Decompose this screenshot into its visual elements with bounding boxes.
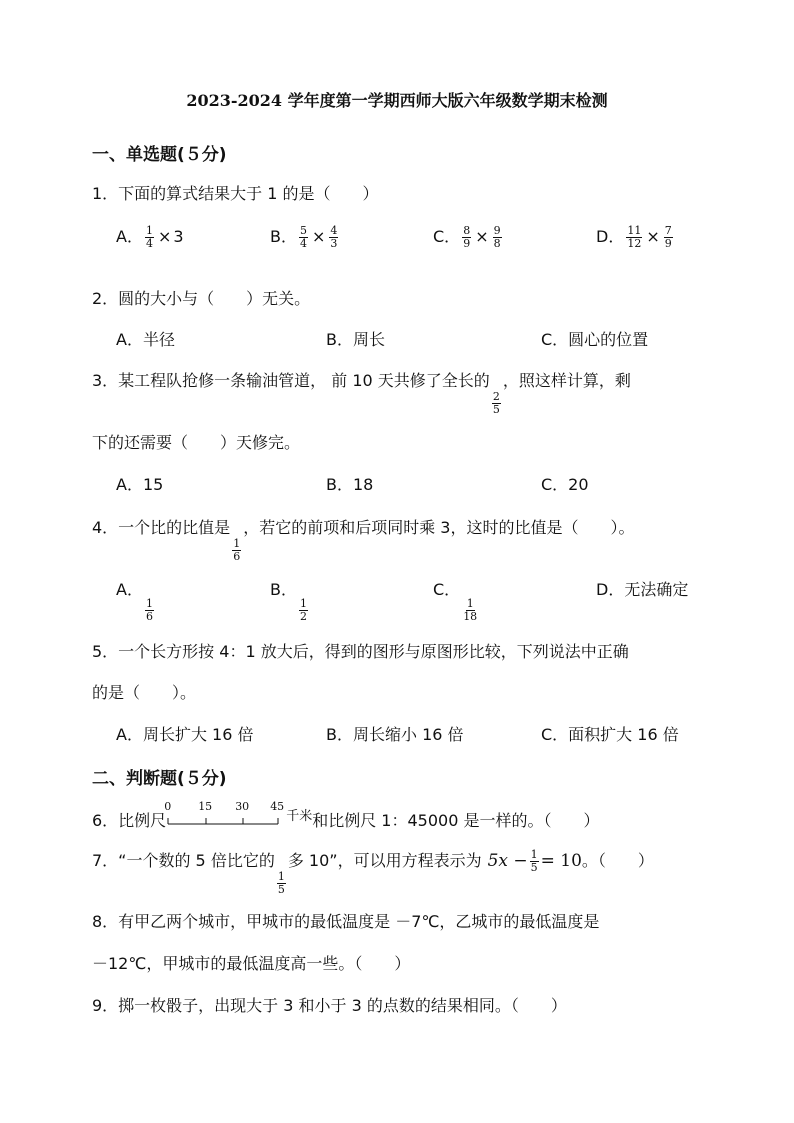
question-8-text: 8．有甲乙两个城市，甲城市的最低温度是 －7℃，乙城市的最低温度是 — [92, 912, 600, 931]
equation-left: 5x − — [487, 851, 528, 871]
times-sign: × — [311, 227, 326, 246]
option-label: A． — [116, 580, 143, 599]
equation-right: = 10 — [540, 851, 582, 871]
option-label: C． — [433, 580, 461, 599]
times-sign: × — [475, 227, 489, 246]
question-4-option-d[interactable]: D．无法确定 — [596, 580, 689, 599]
question-4-text-part: 4．一个比的比值是 — [92, 518, 231, 537]
fraction: $\frac{1}{5}$ — [530, 847, 538, 874]
fraction: $\frac{1}{6}$ — [145, 597, 153, 624]
section-heading-single-choice: 一、单选题(５分) — [92, 145, 227, 165]
question-1-option-b[interactable] — [270, 224, 340, 250]
fraction: $\frac{1}{18}$ — [463, 597, 478, 624]
section-heading-true-false: 二、判断题(５分) — [92, 769, 227, 789]
question-3-text-line2: 下的还需要（ ）天修完。 — [92, 433, 301, 452]
question-4-text-part: ，若它的前项和后项同时乘 3，这时的比值是（ ）。 — [243, 518, 635, 537]
question-6-text — [92, 800, 600, 831]
question-6-text-part: 和比例尺 1：45000 是一样的。（ ） — [312, 811, 600, 830]
operand: 3 — [173, 227, 184, 246]
question-4-option-a[interactable] — [116, 577, 156, 623]
question-7-text-part: 7．“一个数的 5 倍比它的 — [92, 851, 275, 870]
question-2-text: 2．圆的大小与（ ）无关。 — [92, 289, 311, 308]
fraction: $\frac{4}{3}$ — [330, 223, 338, 250]
question-7-text — [92, 848, 654, 896]
scale-unit: 千米 — [286, 809, 313, 824]
question-4-option-b[interactable] — [270, 577, 310, 623]
scale-bar-graphic — [166, 808, 282, 830]
scale-bar — [164, 800, 285, 828]
question-5-option-a[interactable]: A．周长扩大 16 倍 — [116, 725, 254, 744]
option-label: B． — [270, 227, 297, 246]
fraction: $\frac{1}{2}$ — [299, 597, 307, 624]
times-sign: × — [157, 227, 172, 246]
question-9-text: 9．掷一枚骰子，出现大于 3 和小于 3 的点数的结果相同。（ ） — [92, 996, 567, 1015]
fraction: $\frac{8}{9}$ — [463, 223, 471, 250]
question-6-text-part: 6．比例尺 — [92, 811, 167, 830]
scale-tick-label: 15 — [198, 800, 213, 813]
question-3-text-part: 3．某工程队抢修一条输油管道， 前 10 天共修了全长的 — [92, 371, 490, 390]
scale-tick-label: 45 — [270, 800, 285, 813]
question-1-option-c[interactable] — [433, 224, 504, 250]
option-label: A． — [116, 227, 143, 246]
question-5-option-b[interactable]: B．周长缩小 16 倍 — [326, 725, 464, 744]
equation — [487, 847, 582, 874]
fraction: $\frac{2}{5}$ — [492, 390, 500, 417]
scale-tick-label: 30 — [235, 800, 250, 813]
fraction: $\frac{1}{5}$ — [277, 870, 285, 897]
question-3-text-part: ，照这样计算，剩 — [502, 371, 631, 390]
question-8-text-line2: －12℃，甲城市的最低温度高一些。（ ） — [92, 954, 411, 973]
page-title: 2023-2024 学年度第一学期西师大版六年级数学期末检测 — [186, 91, 608, 110]
question-3-option-b[interactable]: B．18 — [326, 475, 374, 494]
fraction: $\frac{11}{12}$ — [627, 223, 642, 250]
option-label: C． — [433, 227, 461, 246]
times-sign: × — [646, 227, 660, 246]
question-4-text — [92, 515, 634, 563]
fraction: $\frac{5}{4}$ — [299, 223, 307, 250]
question-2-option-c[interactable]: C．圆心的位置 — [541, 330, 649, 349]
fraction: $\frac{1}{4}$ — [145, 223, 153, 250]
question-3-option-c[interactable]: C．20 — [541, 475, 589, 494]
question-3-text — [92, 368, 631, 416]
question-2-option-b[interactable]: B．周长 — [326, 330, 385, 349]
question-7-text-part: 多 10”，可以用方程表示为 — [287, 851, 482, 870]
fraction: $\frac{9}{8}$ — [493, 223, 501, 250]
question-5-text-line2: 的是（ ）。 — [92, 683, 197, 702]
question-1-option-d[interactable] — [596, 224, 675, 250]
question-5-option-c[interactable]: C．面积扩大 16 倍 — [541, 725, 679, 744]
fraction: $\frac{1}{6}$ — [233, 537, 241, 564]
option-label: D． — [596, 227, 625, 246]
question-4-option-c[interactable] — [433, 577, 480, 623]
option-label: B． — [270, 580, 297, 599]
question-7-text-part: 。（ ） — [581, 851, 654, 870]
question-5-text: 5．一个长方形按 4：1 放大后，得到的图形与原图形比较，下列说法中正确 — [92, 642, 629, 661]
question-1-text: 1．下面的算式结果大于 1 的是（ ） — [92, 184, 379, 203]
question-2-option-a[interactable]: A．半径 — [116, 330, 175, 349]
question-1-option-a[interactable] — [116, 224, 184, 250]
question-3-option-a[interactable]: A．15 — [116, 475, 164, 494]
fraction: $\frac{7}{9}$ — [664, 223, 672, 250]
scale-tick-label: 0 — [164, 800, 172, 813]
